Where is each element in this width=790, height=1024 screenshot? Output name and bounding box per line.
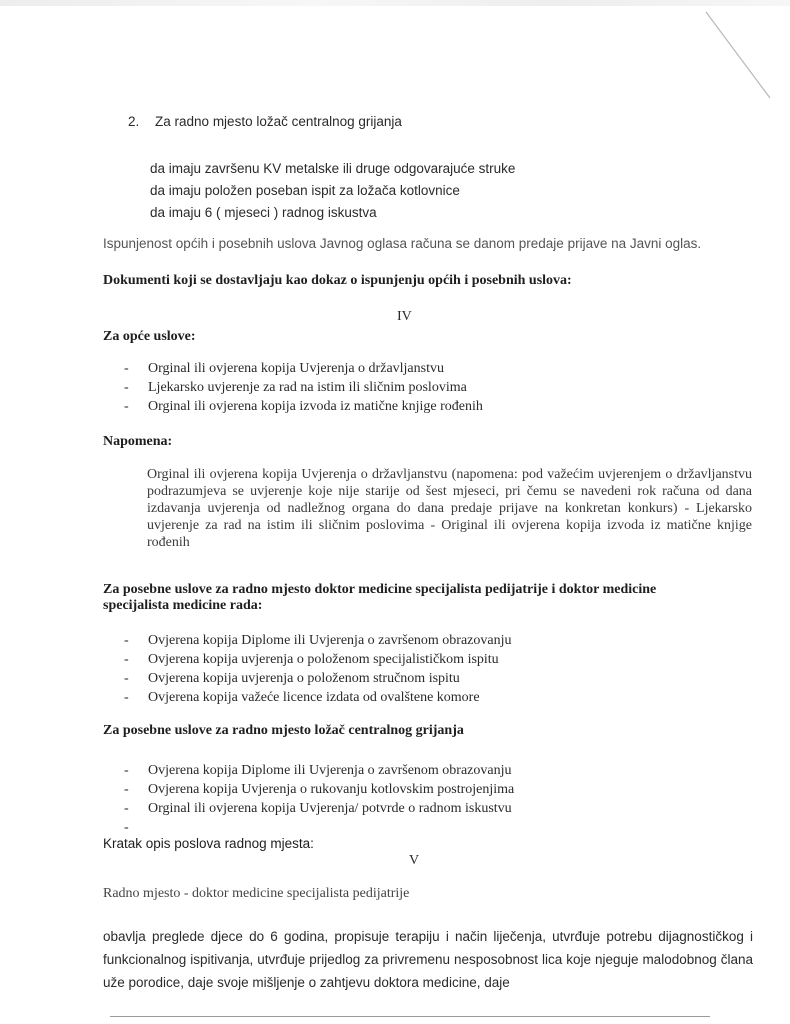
job-description-text: obavlja preglede djece do 6 godina, propisuje terapiju i način liječenja, utvrđuje potrebu dijagnostičkog i funkcionalnog ispitivanja, utvrđuje prijedlog za privremenu nesposobnost lica koje njeguje malodobnog člana uže porodice, daje svoje mišljenje o zahtjevu doktora medicine, daje bbox=[103, 929, 753, 990]
doctor-conditions-list bbox=[124, 631, 512, 707]
requirement-2: da imaju položen poseban ispit za ložača kotlovnice bbox=[150, 183, 460, 198]
note-heading: Napomena: bbox=[103, 434, 173, 449]
general-conditions-heading: Za opće uslove: bbox=[103, 329, 196, 344]
general-conditions-list bbox=[124, 359, 483, 416]
list-item: - Ljekarsko uvjerenje za rad na istim ili sličnim poslovima bbox=[124, 378, 483, 397]
doctor-conditions-heading-line2: specijalista medicine rada: bbox=[103, 598, 263, 613]
note-text: Orginal ili ovjerena kopija Uvjerenja o državljanstvu (napomena: pod važećim uvjerenjem o državljanstvu podrazumjeva se uvjerenje koje nije starije od šest mjeseci, pri čemu se navedeni rok računa od dana izdavanja uvjerenja od nadležnog organa do dana predaje prijave na konkretan konkurs) - Ljekarsko uvjerenje za rad na istim ili sličnim poslovima - Original ili ovjerena kopija izvoda iz matične knjige rođenih bbox=[147, 467, 752, 550]
stoker-conditions-heading: Za posebne uslove za radno mjesto ložač centralnog grijanja bbox=[103, 723, 464, 738]
list-item: - Ovjerena kopija važeće licence izdata od ovalštene komore bbox=[124, 688, 512, 707]
list-item: - Ovjerena kopija Diplome ili Uvjerenja o završenom obrazovanju bbox=[124, 761, 514, 780]
fulfillment-note: Ispunjenost općih i posebnih uslova Javnog oglasa računa se danom predaje prijave na Javni oglas. bbox=[103, 236, 702, 251]
list-item: - Ovjerena kopija Diplome ili Uvjerenja o završenom obrazovanju bbox=[124, 631, 512, 650]
list-item: - Orginal ili ovjerena kopija Uvjerenja/ potvrde o radnom iskustvu bbox=[124, 799, 514, 818]
list-item: - Ovjerena kopija uvjerenja o položenom specijalističkom ispitu bbox=[124, 650, 512, 669]
roman-v: V bbox=[409, 853, 420, 868]
list-item: - Orginal ili ovjerena kopija Uvjerenja o državljanstvu bbox=[124, 359, 483, 378]
stoker-conditions-list bbox=[124, 761, 514, 818]
list-item: - Orginal ili ovjerena kopija izvoda iz matične knjige rođenih bbox=[124, 397, 483, 416]
list-item: - Ovjerena kopija Uvjerenja o rukovanju kotlovskim postrojenjima bbox=[124, 780, 514, 799]
scan-top-edge bbox=[0, 0, 790, 6]
section-title: Za radno mjesto ložač centralnog grijanja bbox=[155, 114, 402, 129]
position-title: Radno mjesto - doktor medicine specijalista pedijatrije bbox=[103, 886, 410, 901]
section-number: 2. bbox=[128, 114, 140, 129]
job-description-heading: Kratak opis poslova radnog mjesta: bbox=[103, 836, 314, 851]
section-2-heading bbox=[128, 114, 402, 129]
doctor-conditions-heading-line1: Za posebne uslove za radno mjesto doktor medicine specijalista pedijatrije i doktor medicine bbox=[103, 582, 657, 597]
roman-iv: IV bbox=[397, 309, 412, 324]
list-item: - Ovjerena kopija uvjerenja o položenom stručnom ispitu bbox=[124, 669, 512, 688]
requirement-3: da imaju 6 ( mjeseci ) radnog iskustva bbox=[150, 205, 377, 220]
documents-heading: Dokumenti koji se dostavljaju kao dokaz o ispunjenju općih i posebnih uslova: bbox=[103, 273, 572, 288]
requirement-1: da imaju završenu KV metalske ili druge odgovarajuće struke bbox=[150, 161, 516, 176]
footer-rule bbox=[110, 1016, 710, 1017]
